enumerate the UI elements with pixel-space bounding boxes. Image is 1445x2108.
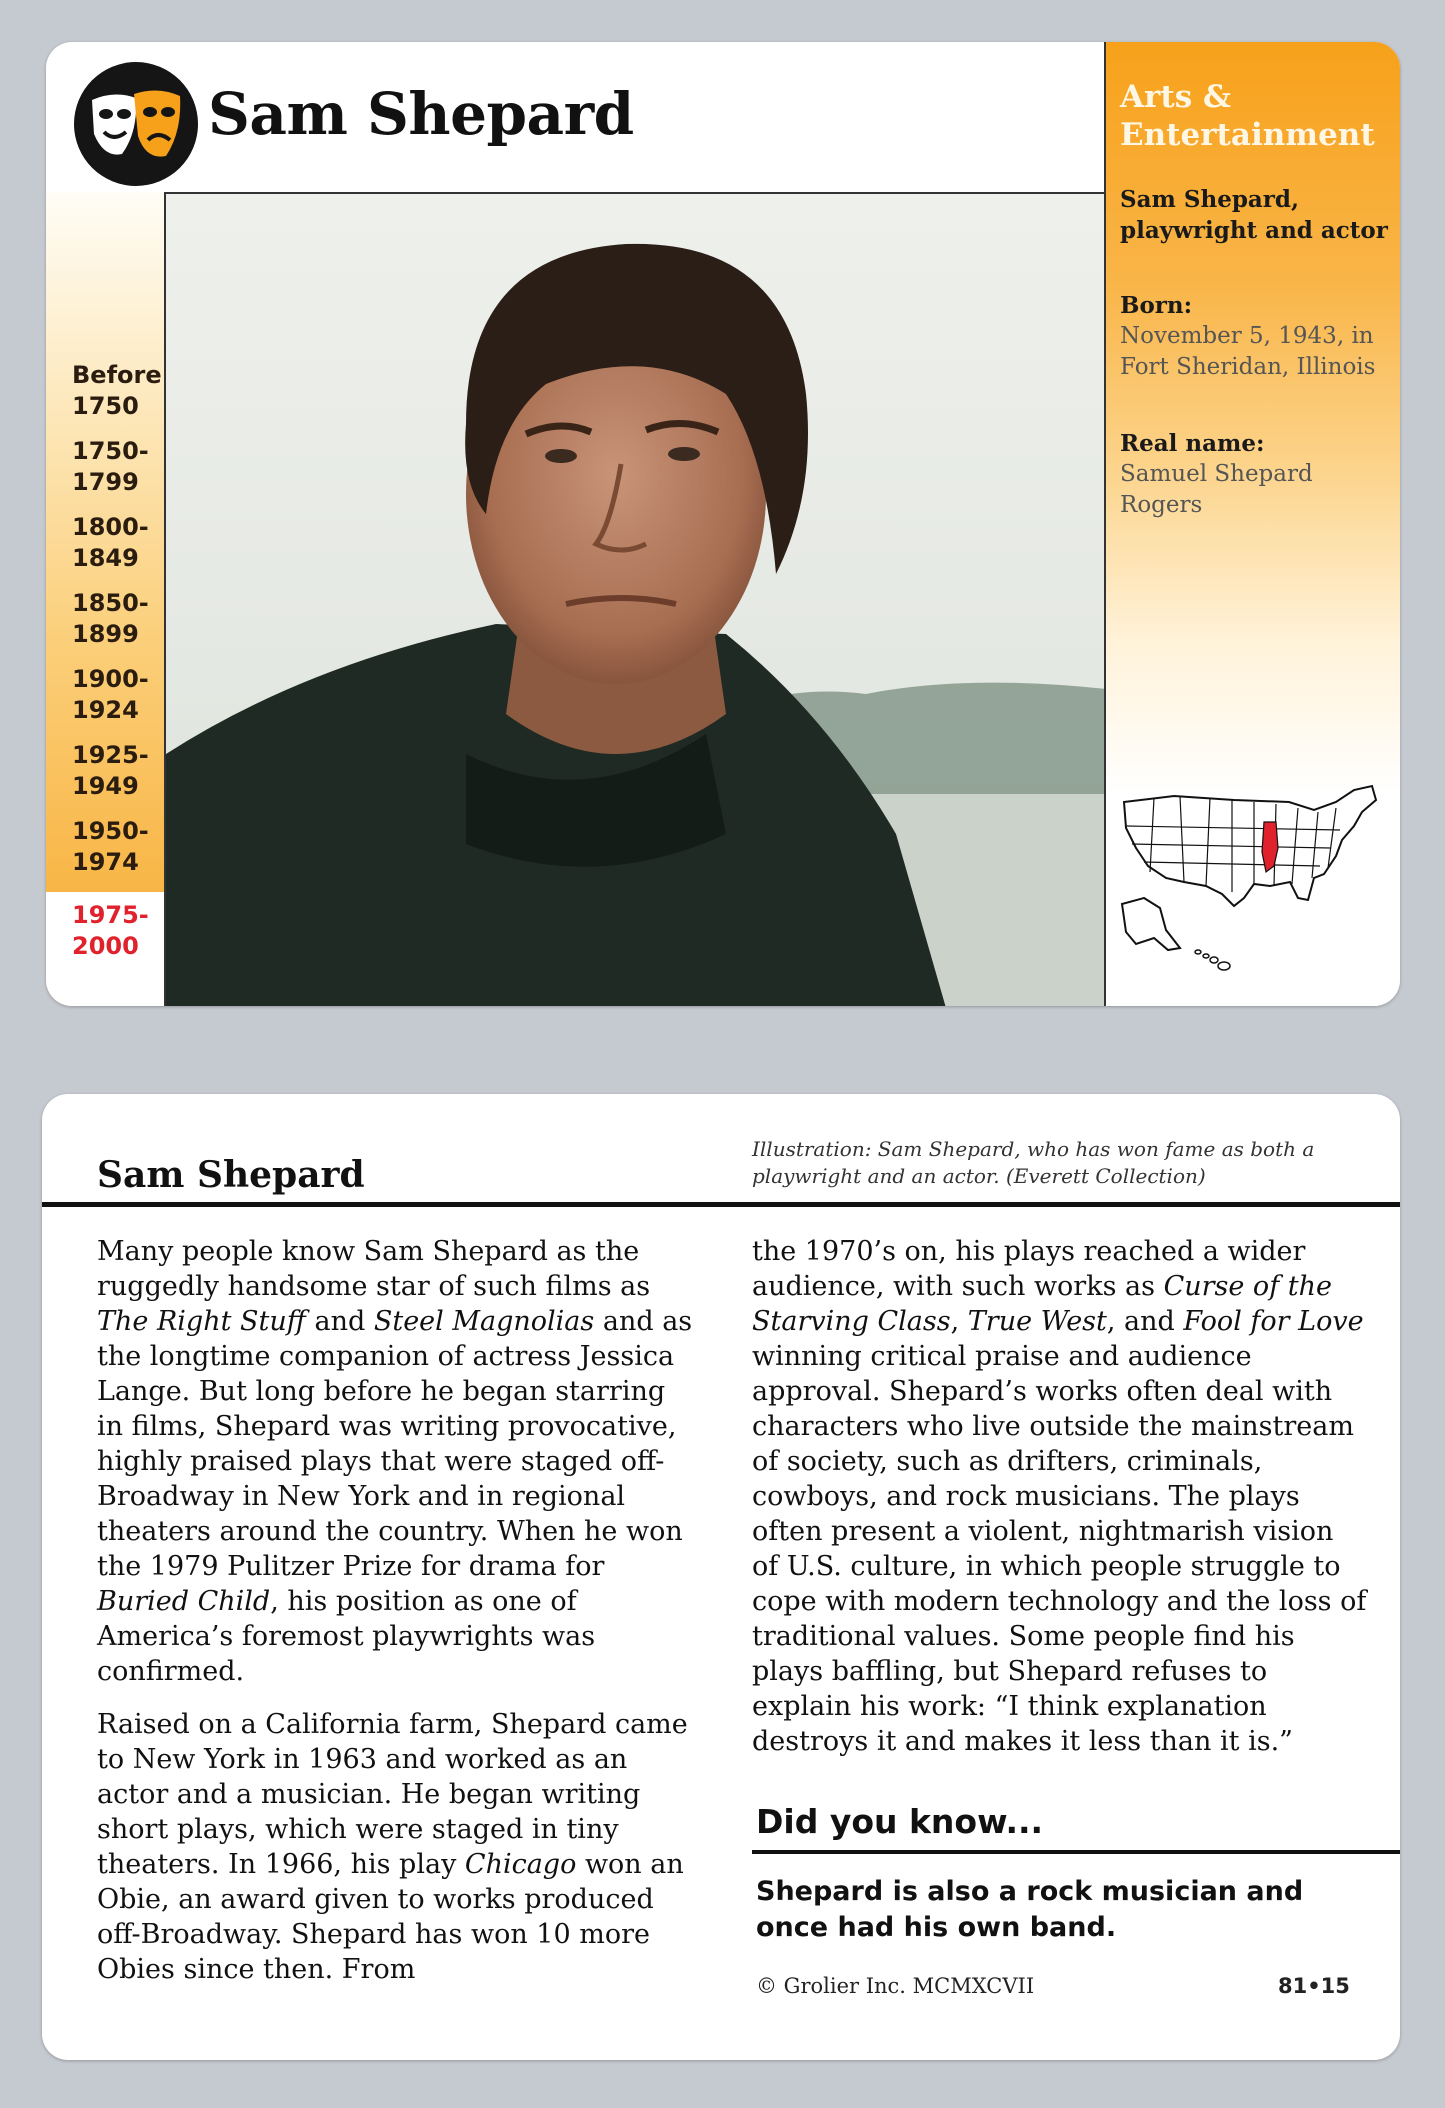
article-column-right <box>752 1234 1367 1777</box>
article-column-left <box>97 1234 697 2005</box>
era-1950-1974: 1950- 1974 <box>72 817 149 876</box>
did-you-know-heading: Did you know... <box>756 1802 1044 1841</box>
era-1900-1924: 1900- 1924 <box>72 665 149 724</box>
info-sidebar <box>1104 42 1400 1006</box>
did-you-know-divider <box>752 1850 1400 1854</box>
era-before-1750: Before 1750 <box>72 361 162 420</box>
realname-value: Samuel Shepard Rogers <box>1120 461 1313 518</box>
illustration-caption: Illustration: Sam Shepard, who has won fame as both a playwright and an actor. (Everett Collection) <box>752 1137 1315 1188</box>
era-1800-1849: 1800- 1849 <box>72 513 149 572</box>
did-you-know-text: Shepard is also a rock musician and once had his own band. <box>756 1876 1304 1943</box>
header-divider <box>42 1202 1400 1207</box>
era-1850-1899: 1850- 1899 <box>72 589 149 648</box>
card-title: Sam Shepard <box>208 80 634 148</box>
theater-masks-icon <box>74 62 198 186</box>
article-paragraph: Many people know Sam Shepard as the ruggedly handsome star of such films as The Right Stuff and Steel Magnolias and as the longtime companion of actress Jessica Lange. But long before he began starring in films, Shepard was writing provocative, highly praised plays that were staged off-Broadway in New York and in regional theaters around the country. When he won the 1979 Pulitzer Prize for drama for Buried Child, his position as one of America’s foremost playwrights was confirmed. <box>97 1236 693 1687</box>
era-1925-1949: 1925- 1949 <box>72 741 149 800</box>
us-map-icon <box>1114 782 1390 972</box>
realname-label: Real name: <box>1120 430 1265 457</box>
portrait-photo <box>164 192 1104 1006</box>
back-card <box>42 1094 1400 2060</box>
born-value: November 5, 1943, in Fort Sheridan, Illinois <box>1120 323 1376 380</box>
era-1975-2000: 1975- 2000 <box>72 901 149 960</box>
category-label: Arts & Entertainment <box>1120 79 1375 153</box>
card-number: 81•15 <box>1278 1974 1350 1998</box>
back-title: Sam Shepard <box>97 1154 365 1196</box>
front-card <box>46 42 1400 1006</box>
born-label: Born: <box>1120 292 1193 319</box>
subject-description: Sam Shepard, playwright and actor <box>1120 186 1388 244</box>
article-paragraph: the 1970’s on, his plays reached a wider audience, with such works as Curse of the Starving Class, True West, and Fool for Love winning critical praise and audience approval. Shepard’s works often deal with characters who live outside the mainstream of society, such as drifters, criminals, cowboys, and rock musicians. The plays often present a violent, nightmarish vision of U.S. culture, in which people struggle to cope with modern technology and the loss of traditional values. Some people find his plays baffling, but Shepard refuses to explain his work: “I think explanation destroys it and makes it less than it is.” <box>752 1236 1367 1757</box>
era-1750-1799: 1750- 1799 <box>72 437 149 496</box>
article-paragraph: Raised on a California farm, Shepard came to New York in 1963 and worked as an actor and a musician. He began writing short plays, which were staged in tiny theaters. In 1966, his play Chicago won an Obie, an award given to works produced off-Broadway. Shepard has won 10 more Obies since then. From <box>97 1709 688 1985</box>
copyright-notice: © Grolier Inc. MCMXCVII <box>756 1974 1035 1998</box>
